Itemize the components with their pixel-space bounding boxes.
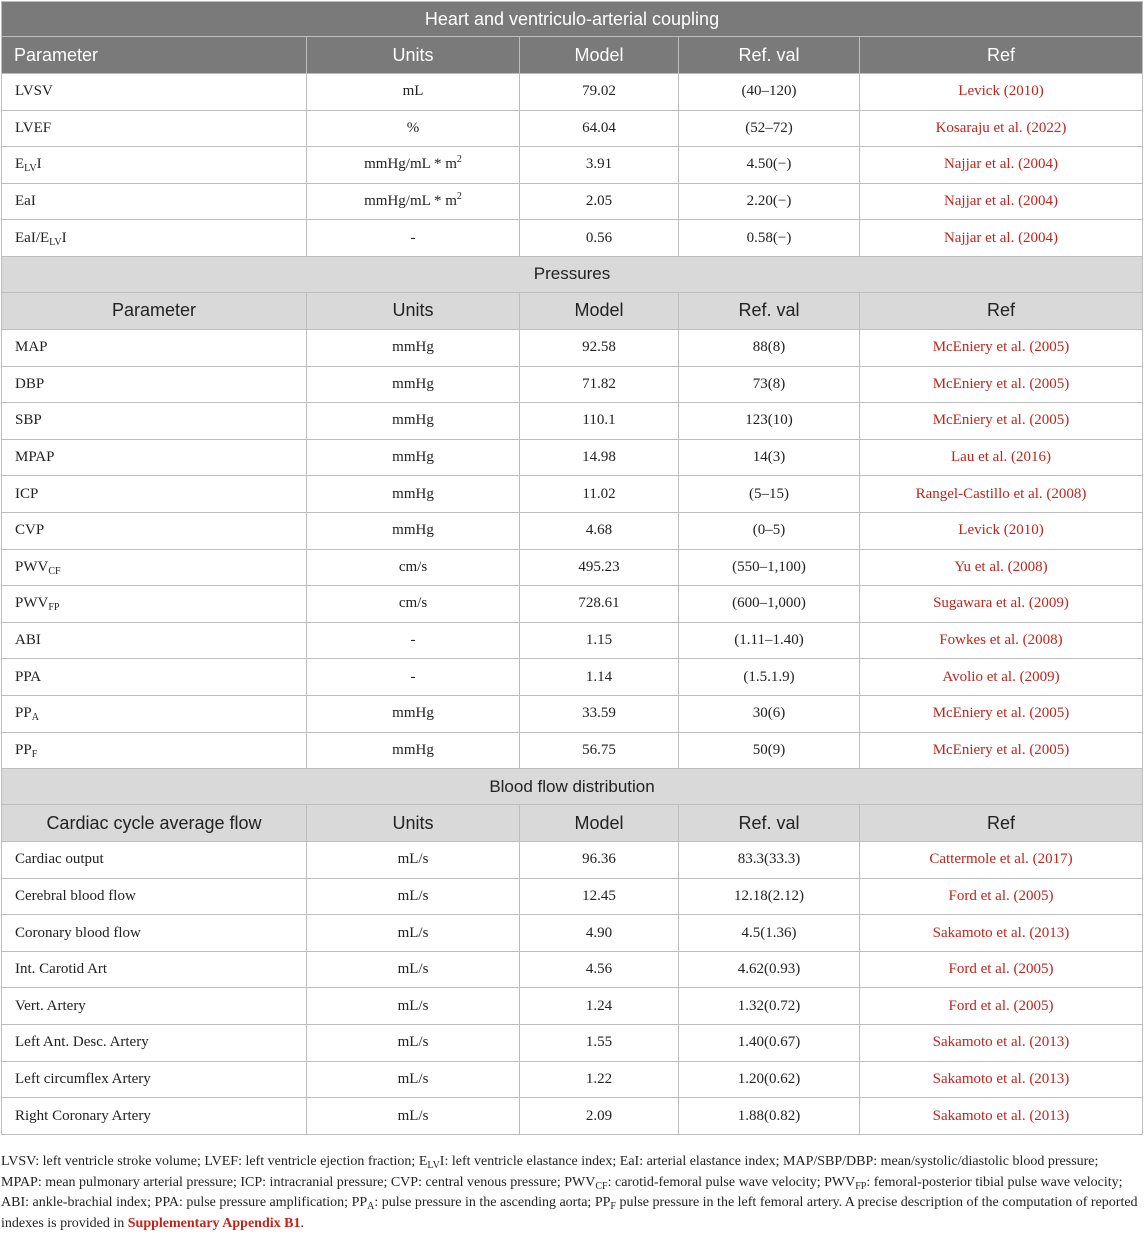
reference-value-cell: (5–15) [679,476,860,513]
footnote-sub: CF [595,1180,608,1192]
footnote-text: : carotid-femoral pulse wave velocity; PWV [607,1174,856,1190]
reference-value-cell: 50(9) [679,732,860,769]
reference-value-cell: (600–1,000) [679,586,860,623]
reference-link[interactable]: Avolio et al. (2009) [860,659,1143,696]
parameter-cell: Left Ant. Desc. Artery [2,1025,307,1062]
column-header: Ref. val [679,805,860,842]
model-value-cell: 2.05 [520,183,679,220]
parameter-cell: SBP [2,403,307,440]
table-row [2,622,1143,659]
units-cell: mL/s [307,915,520,952]
units-cell: mL/s [307,951,520,988]
table-row [2,512,1143,549]
parameter-cell: MAP [2,329,307,366]
column-header: Cardiac cycle average flow [2,805,307,842]
model-value-cell: 4.68 [520,512,679,549]
footnote-sub: F [610,1201,616,1212]
reference-link[interactable]: McEniery et al. (2005) [860,366,1143,403]
parameter-cell: Right Coronary Artery [2,1098,307,1135]
column-header: Model [520,292,679,329]
table-row [2,403,1143,440]
table-row [2,878,1143,915]
parameter-cell: Cerebral blood flow [2,878,307,915]
table-row [2,74,1143,111]
reference-value-cell: 4.5(1.36) [679,915,860,952]
reference-value-cell: (1.11–1.40) [679,622,860,659]
model-value-cell: 33.59 [520,695,679,732]
parameter-name: EaI/E [15,229,50,246]
model-value-cell: 92.58 [520,329,679,366]
table-row [2,1025,1143,1062]
reference-link[interactable]: Lau et al. (2016) [860,439,1143,476]
parameter-cell: MPAP [2,439,307,476]
table-row [2,915,1143,952]
reference-link[interactable]: Sakamoto et al. (2013) [860,1025,1143,1062]
model-value-cell: 2.09 [520,1098,679,1135]
units-cell: mmHg [307,403,520,440]
table-row [2,1061,1143,1098]
parameter-subscript: CF [48,565,61,577]
reference-value-cell: 0.58(−) [679,220,860,257]
footnote-text: : femoral-posterior tibial pulse wave velocity; ABI: ankle-brachial index; PPA: pulse pressure amplification; PP [1,1174,1123,1210]
column-header: Model [520,805,679,842]
parameter-subscript: FP [48,602,60,614]
reference-value-cell: 1.40(0.67) [679,1025,860,1062]
column-header-row [2,292,1143,329]
model-value-cell: 11.02 [520,476,679,513]
parameter-cell: Coronary blood flow [2,915,307,952]
parameter-cell [2,732,307,769]
reference-link[interactable]: Najjar et al. (2004) [860,183,1143,220]
reference-value-cell: 2.20(−) [679,183,860,220]
section-title: Pressures [2,256,1143,292]
table-row [2,439,1143,476]
parameter-cell: Left circumflex Artery [2,1061,307,1098]
table-row [2,1098,1143,1135]
parameter-name-tail: I [61,229,67,246]
reference-link[interactable]: McEniery et al. (2005) [860,695,1143,732]
reference-link[interactable]: Sugawara et al. (2009) [860,586,1143,623]
table-footnote [1,1152,1142,1234]
reference-value-cell: 73(8) [679,366,860,403]
reference-link[interactable]: Cattermole et al. (2017) [860,842,1143,879]
reference-value-cell: 1.88(0.82) [679,1098,860,1135]
units-cell: cm/s [307,586,520,623]
model-value-cell: 14.98 [520,439,679,476]
table-row [2,366,1143,403]
column-header: Units [307,805,520,842]
table-row [2,842,1143,879]
column-header: Units [307,37,520,74]
section-title-row [2,769,1143,805]
column-header: Ref. val [679,292,860,329]
reference-link[interactable]: Ford et al. (2005) [860,878,1143,915]
reference-value-cell: (52–72) [679,110,860,147]
units-cell [307,147,520,184]
parameter-cell: PPA [2,659,307,696]
units-cell: mmHg [307,439,520,476]
parameter-name: PP [15,741,32,758]
units-cell: cm/s [307,549,520,586]
units-superscript: 2 [456,154,462,166]
reference-link[interactable]: Yu et al. (2008) [860,549,1143,586]
reference-link[interactable]: Rangel-Castillo et al. (2008) [860,476,1143,513]
section-title: Heart and ventriculo-arterial coupling [2,2,1143,37]
parameter-cell [2,220,307,257]
reference-value-cell: (40–120) [679,74,860,111]
model-value-cell: 4.56 [520,951,679,988]
reference-value-cell: 88(8) [679,329,860,366]
reference-value-cell: 123(10) [679,403,860,440]
units-cell: % [307,110,520,147]
reference-value-cell: 4.62(0.93) [679,951,860,988]
reference-link[interactable]: Sakamoto et al. (2013) [860,915,1143,952]
units-superscript: 2 [456,191,462,203]
parameter-subscript: LV [49,236,62,248]
parameter-cell [2,586,307,623]
reference-link[interactable]: McEniery et al. (2005) [860,732,1143,769]
model-value-cell: 3.91 [520,147,679,184]
reference-link[interactable]: McEniery et al. (2005) [860,329,1143,366]
parameter-cell: CVP [2,512,307,549]
reference-value-cell: 14(3) [679,439,860,476]
reference-link[interactable]: Levick (2010) [860,512,1143,549]
units-cell: mmHg [307,732,520,769]
supplementary-appendix-link[interactable]: Supplementary Appendix B1 [127,1215,301,1231]
footnote-text: I: left ventricle elastance index; EaI: arterial elastance index; MAP/SBP/DBP: mean/systolic/diastolic blood pressure; MPAP: mean pulmonary arterial pressure; ICP: intracranial pressure; CVP: central venous pressure; PWV [1,1154,1099,1190]
reference-value-cell: 83.3(33.3) [679,842,860,879]
units-cell: mmHg [307,476,520,513]
column-header: Parameter [2,37,307,74]
reference-link[interactable]: Najjar et al. (2004) [860,147,1143,184]
units-cell [307,183,520,220]
reference-value-cell: (0–5) [679,512,860,549]
column-header: Ref [860,37,1143,74]
units-cell: mL/s [307,842,520,879]
section-title-row [2,256,1143,292]
column-header: Ref [860,805,1143,842]
section-title: Blood flow distribution [2,769,1143,805]
units-cell: mmHg [307,512,520,549]
model-value-cell: 79.02 [520,74,679,111]
reference-value-cell: 30(6) [679,695,860,732]
units-cell: - [307,659,520,696]
table-row [2,220,1143,257]
units-cell: mmHg [307,695,520,732]
parameter-name: PWV [15,595,49,612]
model-value-cell: 728.61 [520,586,679,623]
column-header: Ref. val [679,37,860,74]
model-value-cell: 1.22 [520,1061,679,1098]
reference-value-cell: 4.50(−) [679,147,860,184]
parameter-cell: LVEF [2,110,307,147]
parameter-cell: Vert. Artery [2,988,307,1025]
reference-link[interactable]: Kosaraju et al. (2022) [860,110,1143,147]
footnote-text: . [300,1215,304,1231]
table-row [2,586,1143,623]
model-value-cell: 0.56 [520,220,679,257]
model-value-cell: 110.1 [520,403,679,440]
table-row [2,659,1143,696]
table-row [2,147,1143,184]
parameter-cell: EaI [2,183,307,220]
units-text: mmHg/mL * m [364,193,457,210]
reference-link[interactable]: Ford et al. (2005) [860,988,1143,1025]
footnote-sub: LV [427,1160,440,1171]
footnote-text: : pulse pressure in the ascending aorta; PP [374,1195,611,1210]
model-value-cell: 1.24 [520,988,679,1025]
parameter-subscript: A [31,712,39,724]
parameter-cell: DBP [2,366,307,403]
table-row [2,183,1143,220]
footnote-sub: FP [855,1180,867,1192]
model-value-cell: 4.90 [520,915,679,952]
reference-link[interactable]: Fowkes et al. (2008) [860,622,1143,659]
parameter-name: E [15,156,25,173]
reference-link[interactable]: McEniery et al. (2005) [860,403,1143,440]
parameter-cell [2,549,307,586]
units-cell: mL/s [307,1025,520,1062]
footnote-text: pulse pressure in the left femoral artery. A precise description of the computation of reported indexes is provided in [1,1195,1138,1231]
reference-link[interactable]: Sakamoto et al. (2013) [860,1061,1143,1098]
parameter-subscript: F [31,748,38,760]
parameter-cell: ABI [2,622,307,659]
column-header: Ref [860,292,1143,329]
units-cell: mL/s [307,1061,520,1098]
table-row [2,476,1143,513]
reference-value-cell: (550–1,100) [679,549,860,586]
parameter-name: PP [15,705,32,722]
parameter-cell: Int. Carotid Art [2,951,307,988]
units-cell: mmHg [307,329,520,366]
parameter-cell: ICP [2,476,307,513]
table-row [2,951,1143,988]
model-value-cell: 1.55 [520,1025,679,1062]
reference-link[interactable]: Sakamoto et al. (2013) [860,1098,1143,1135]
reference-value-cell: 12.18(2.12) [679,878,860,915]
parameter-name-tail: I [36,156,42,173]
reference-link[interactable]: Ford et al. (2005) [860,951,1143,988]
model-value-cell: 56.75 [520,732,679,769]
reference-value-cell: 1.32(0.72) [679,988,860,1025]
table-row [2,732,1143,769]
reference-link[interactable]: Najjar et al. (2004) [860,220,1143,257]
footnote-sub: A [367,1201,375,1212]
units-cell: mL/s [307,1098,520,1135]
model-value-cell: 1.15 [520,622,679,659]
units-text: mmHg/mL * m [364,156,457,173]
units-cell: mL/s [307,988,520,1025]
reference-value-cell: 1.20(0.62) [679,1061,860,1098]
column-header-row [2,805,1143,842]
model-value-cell: 495.23 [520,549,679,586]
model-value-cell: 96.36 [520,842,679,879]
model-value-cell: 12.45 [520,878,679,915]
units-cell: mL/s [307,878,520,915]
parameter-cell: Cardiac output [2,842,307,879]
parameter-cell [2,695,307,732]
table-row [2,110,1143,147]
reference-value-cell: (1.5.1.9) [679,659,860,696]
section-title-row [2,2,1143,37]
reference-link[interactable]: Levick (2010) [860,74,1143,111]
table-row [2,695,1143,732]
model-value-cell: 1.14 [520,659,679,696]
column-header: Units [307,292,520,329]
units-cell: mmHg [307,366,520,403]
model-value-cell: 71.82 [520,366,679,403]
parameter-subscript: LV [24,163,37,175]
parameter-cell [2,147,307,184]
table-row [2,549,1143,586]
parameter-name: PWV [15,558,49,575]
units-cell: - [307,220,520,257]
results-table [1,1,1143,1135]
table-row [2,329,1143,366]
units-cell: mL [307,74,520,111]
column-header-row [2,37,1143,74]
parameter-cell: LVSV [2,74,307,111]
footnote-text: LVSV: left ventricle stroke volume; LVEF: left ventricle ejection fraction; E [1,1154,428,1169]
model-value-cell: 64.04 [520,110,679,147]
units-cell: - [307,622,520,659]
table-row [2,988,1143,1025]
column-header: Model [520,37,679,74]
column-header: Parameter [2,292,307,329]
